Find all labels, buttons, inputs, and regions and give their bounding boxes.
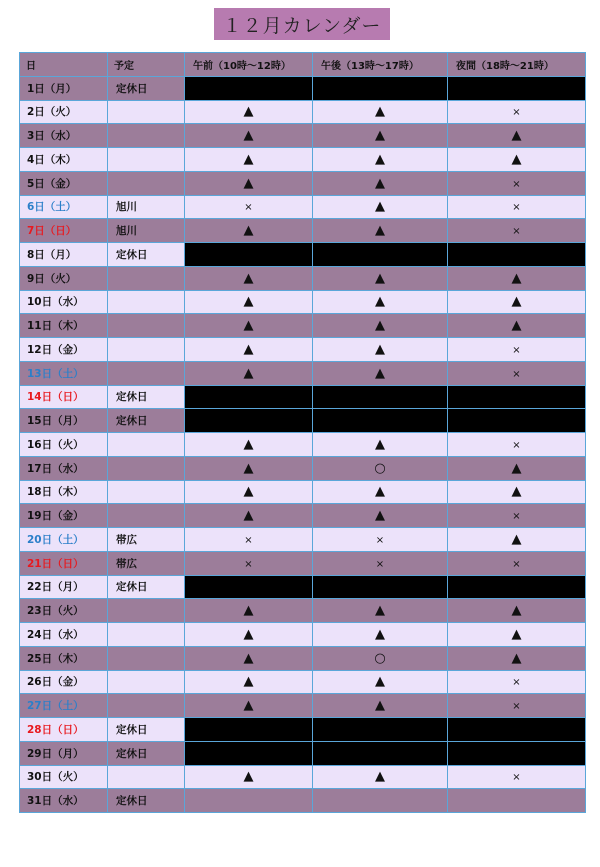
table-row (20, 100, 586, 124)
afternoon-slot (313, 551, 448, 575)
evening-slot (448, 456, 586, 480)
triangle-icon: ▲ (243, 650, 254, 666)
triangle-icon: ▲ (375, 223, 385, 239)
table-row (20, 171, 586, 195)
table-row (20, 504, 586, 528)
afternoon-slot (313, 266, 448, 290)
afternoon-slot (313, 148, 448, 172)
triangle-icon: ▲ (243, 698, 254, 714)
morning-slot (185, 290, 313, 314)
plan-cell (108, 361, 185, 385)
cross-icon: × (244, 202, 253, 214)
evening-slot (448, 148, 586, 172)
day-cell: 24日（水） (20, 623, 108, 647)
table-row (20, 646, 586, 670)
evening-slot (448, 243, 586, 267)
table-row (20, 76, 586, 100)
day-cell: 22日（月） (20, 575, 108, 599)
day-cell: 20日（土） (20, 528, 108, 552)
evening-slot (448, 433, 586, 457)
table-row (20, 266, 586, 290)
triangle-icon: ▲ (375, 365, 385, 381)
evening-slot (448, 171, 586, 195)
morning-slot (185, 623, 313, 647)
triangle-icon: ▲ (375, 199, 385, 215)
day-cell: 13日（土） (20, 361, 108, 385)
evening-slot (448, 290, 586, 314)
day-cell: 17日（水） (20, 456, 108, 480)
triangle-icon: ▲ (511, 270, 522, 286)
afternoon-slot (313, 765, 448, 789)
triangle-icon: ▲ (375, 104, 385, 120)
triangle-icon: ▲ (375, 769, 385, 785)
afternoon-slot (313, 646, 448, 670)
afternoon-slot (313, 504, 448, 528)
table-row (20, 433, 586, 457)
triangle-icon: ▲ (243, 365, 254, 381)
plan-cell (108, 765, 185, 789)
plan-cell (108, 670, 185, 694)
plan-cell (108, 290, 185, 314)
triangle-icon: ▲ (375, 508, 385, 524)
cross-icon: × (512, 772, 521, 784)
table-row (20, 124, 586, 148)
plan-cell: 定休日 (108, 789, 185, 813)
triangle-icon: ▲ (375, 626, 385, 642)
day-cell: 3日（水） (20, 124, 108, 148)
day-cell: 26日（金） (20, 670, 108, 694)
triangle-icon: ▲ (375, 484, 385, 500)
cross-icon: × (512, 202, 521, 214)
afternoon-slot (313, 100, 448, 124)
plan-cell: 定休日 (108, 243, 185, 267)
triangle-icon: ▲ (511, 650, 522, 666)
triangle-icon: ▲ (375, 175, 385, 191)
evening-slot (448, 599, 586, 623)
cross-icon: × (512, 178, 521, 190)
triangle-icon: ▲ (243, 626, 254, 642)
morning-slot (185, 171, 313, 195)
morning-slot (185, 504, 313, 528)
table-row (20, 670, 586, 694)
afternoon-slot (313, 219, 448, 243)
header-plan: 予定 (108, 53, 185, 77)
plan-cell: 定休日 (108, 718, 185, 742)
day-cell: 7日（日） (20, 219, 108, 243)
triangle-icon: ▲ (243, 175, 254, 191)
morning-slot (185, 314, 313, 338)
day-cell: 30日（火） (20, 765, 108, 789)
plan-cell (108, 694, 185, 718)
triangle-icon: ▲ (243, 436, 254, 452)
day-cell: 11日（木） (20, 314, 108, 338)
morning-slot (185, 243, 313, 267)
evening-slot (448, 314, 586, 338)
afternoon-slot (313, 171, 448, 195)
day-cell: 9日（火） (20, 266, 108, 290)
afternoon-slot (313, 741, 448, 765)
table-row (20, 243, 586, 267)
evening-slot (448, 575, 586, 599)
afternoon-slot (313, 290, 448, 314)
plan-cell (108, 171, 185, 195)
plan-cell: 旭川 (108, 219, 185, 243)
triangle-icon: ▲ (243, 223, 254, 239)
day-cell: 2日（火） (20, 100, 108, 124)
morning-slot (185, 599, 313, 623)
cross-icon: × (512, 368, 521, 380)
plan-cell (108, 100, 185, 124)
evening-slot (448, 266, 586, 290)
triangle-icon: ▲ (511, 128, 522, 144)
morning-slot (185, 76, 313, 100)
evening-slot (448, 219, 586, 243)
table-row (20, 765, 586, 789)
day-cell: 16日（火） (20, 433, 108, 457)
cross-icon: × (512, 511, 521, 523)
plan-cell: 定休日 (108, 385, 185, 409)
evening-slot (448, 765, 586, 789)
triangle-icon: ▲ (243, 128, 254, 144)
evening-slot (448, 385, 586, 409)
day-cell: 1日（月） (20, 76, 108, 100)
afternoon-slot (313, 670, 448, 694)
table-row (20, 528, 586, 552)
afternoon-slot (313, 694, 448, 718)
triangle-icon: ▲ (243, 341, 254, 357)
day-cell: 31日（水） (20, 789, 108, 813)
triangle-icon: ▲ (243, 460, 254, 476)
triangle-icon: ▲ (375, 128, 385, 144)
cross-icon: × (512, 344, 521, 356)
afternoon-slot (313, 623, 448, 647)
cross-icon: × (244, 558, 253, 570)
day-cell: 27日（土） (20, 694, 108, 718)
plan-cell: 帯広 (108, 528, 185, 552)
table-row (20, 385, 586, 409)
morning-slot (185, 361, 313, 385)
day-cell: 25日（木） (20, 646, 108, 670)
day-cell: 23日（火） (20, 599, 108, 623)
triangle-icon: ▲ (375, 436, 385, 452)
plan-cell (108, 433, 185, 457)
morning-slot (185, 456, 313, 480)
cross-icon: × (512, 558, 521, 570)
cross-icon: × (512, 226, 521, 238)
triangle-icon: ▲ (511, 460, 522, 476)
triangle-icon: ▲ (243, 151, 254, 167)
afternoon-slot (313, 528, 448, 552)
morning-slot (185, 670, 313, 694)
plan-cell: 定休日 (108, 76, 185, 100)
afternoon-slot (313, 76, 448, 100)
morning-slot (185, 219, 313, 243)
morning-slot (185, 718, 313, 742)
plan-cell: 定休日 (108, 741, 185, 765)
triangle-icon: ▲ (375, 603, 385, 619)
plan-cell (108, 338, 185, 362)
day-cell: 12日（金） (20, 338, 108, 362)
header-row (20, 53, 586, 77)
table-row (20, 219, 586, 243)
plan-cell: 定休日 (108, 575, 185, 599)
morning-slot (185, 124, 313, 148)
morning-slot (185, 575, 313, 599)
morning-slot (185, 741, 313, 765)
triangle-icon: ▲ (375, 270, 385, 286)
day-cell: 6日（土） (20, 195, 108, 219)
morning-slot (185, 195, 313, 219)
plan-cell: 定休日 (108, 409, 185, 433)
afternoon-slot (313, 456, 448, 480)
table-row (20, 741, 586, 765)
plan-cell (108, 623, 185, 647)
plan-cell (108, 266, 185, 290)
table-row (20, 148, 586, 172)
morning-slot (185, 338, 313, 362)
morning-slot (185, 409, 313, 433)
evening-slot (448, 718, 586, 742)
afternoon-slot (313, 433, 448, 457)
cross-icon: × (512, 677, 521, 689)
triangle-icon: ▲ (511, 318, 522, 334)
circle-icon: ○ (374, 650, 386, 666)
header-morning: 午前（10時～12時） (185, 53, 313, 77)
table-row (20, 551, 586, 575)
plan-cell (108, 148, 185, 172)
triangle-icon: ▲ (511, 151, 522, 167)
triangle-icon: ▲ (375, 674, 385, 690)
evening-slot (448, 480, 586, 504)
table-row (20, 456, 586, 480)
evening-slot (448, 528, 586, 552)
afternoon-slot (313, 718, 448, 742)
header-day: 日 (20, 53, 108, 77)
cross-icon: × (375, 534, 385, 546)
evening-slot (448, 338, 586, 362)
triangle-icon: ▲ (243, 318, 254, 334)
plan-cell: 帯広 (108, 551, 185, 575)
triangle-icon: ▲ (243, 104, 254, 120)
morning-slot (185, 528, 313, 552)
afternoon-slot (313, 124, 448, 148)
evening-slot (448, 504, 586, 528)
evening-slot (448, 741, 586, 765)
morning-slot (185, 765, 313, 789)
table-row (20, 623, 586, 647)
plan-cell (108, 646, 185, 670)
afternoon-slot (313, 789, 448, 813)
triangle-icon: ▲ (375, 341, 385, 357)
morning-slot (185, 266, 313, 290)
triangle-icon: ▲ (375, 294, 385, 310)
afternoon-slot (313, 361, 448, 385)
triangle-icon: ▲ (511, 531, 522, 547)
day-cell: 10日（水） (20, 290, 108, 314)
cross-icon: × (512, 701, 521, 713)
day-cell: 28日（日） (20, 718, 108, 742)
afternoon-slot (313, 480, 448, 504)
day-cell: 19日（金） (20, 504, 108, 528)
day-cell: 4日（木） (20, 148, 108, 172)
morning-slot (185, 148, 313, 172)
afternoon-slot (313, 385, 448, 409)
schedule-table (19, 52, 586, 813)
afternoon-slot (313, 314, 448, 338)
evening-slot (448, 409, 586, 433)
morning-slot (185, 694, 313, 718)
evening-slot (448, 100, 586, 124)
triangle-icon: ▲ (375, 318, 385, 334)
afternoon-slot (313, 575, 448, 599)
table-row (20, 480, 586, 504)
morning-slot (185, 646, 313, 670)
table-row (20, 361, 586, 385)
table-row (20, 599, 586, 623)
header-afternoon: 午後（13時～17時） (313, 53, 448, 77)
plan-cell (108, 124, 185, 148)
evening-slot (448, 789, 586, 813)
plan-cell: 旭川 (108, 195, 185, 219)
table-row (20, 694, 586, 718)
header-evening: 夜間（18時～21時） (448, 53, 586, 77)
table-row (20, 409, 586, 433)
triangle-icon: ▲ (243, 294, 254, 310)
morning-slot (185, 385, 313, 409)
day-cell: 14日（日） (20, 385, 108, 409)
plan-cell (108, 456, 185, 480)
table-row (20, 338, 586, 362)
triangle-icon: ▲ (511, 626, 522, 642)
table-row (20, 789, 586, 813)
triangle-icon: ▲ (375, 151, 385, 167)
evening-slot (448, 124, 586, 148)
evening-slot (448, 646, 586, 670)
cross-icon: × (512, 107, 521, 119)
triangle-icon: ▲ (243, 769, 254, 785)
morning-slot (185, 433, 313, 457)
cross-icon: × (375, 558, 385, 570)
morning-slot (185, 480, 313, 504)
day-cell: 21日（日） (20, 551, 108, 575)
triangle-icon: ▲ (511, 294, 522, 310)
table-row (20, 718, 586, 742)
triangle-icon: ▲ (375, 698, 385, 714)
plan-cell (108, 480, 185, 504)
day-cell: 8日（月） (20, 243, 108, 267)
table-row (20, 195, 586, 219)
triangle-icon: ▲ (511, 603, 522, 619)
triangle-icon: ▲ (243, 674, 254, 690)
day-cell: 29日（月） (20, 741, 108, 765)
plan-cell (108, 504, 185, 528)
evening-slot (448, 195, 586, 219)
evening-slot (448, 76, 586, 100)
afternoon-slot (313, 409, 448, 433)
day-cell: 5日（金） (20, 171, 108, 195)
table-row (20, 314, 586, 338)
afternoon-slot (313, 243, 448, 267)
triangle-icon: ▲ (243, 603, 254, 619)
plan-cell (108, 314, 185, 338)
triangle-icon: ▲ (511, 484, 522, 500)
morning-slot (185, 100, 313, 124)
day-cell: 15日（月） (20, 409, 108, 433)
day-cell: 18日（木） (20, 480, 108, 504)
afternoon-slot (313, 195, 448, 219)
circle-icon: ○ (374, 460, 386, 476)
plan-cell (108, 599, 185, 623)
evening-slot (448, 361, 586, 385)
table-row (20, 575, 586, 599)
morning-slot (185, 551, 313, 575)
triangle-icon: ▲ (243, 484, 254, 500)
triangle-icon: ▲ (243, 508, 254, 524)
morning-slot (185, 789, 313, 813)
evening-slot (448, 670, 586, 694)
table-row (20, 290, 586, 314)
evening-slot (448, 694, 586, 718)
evening-slot (448, 551, 586, 575)
calendar-title: １２月カレンダー (214, 8, 390, 40)
afternoon-slot (313, 338, 448, 362)
triangle-icon: ▲ (243, 270, 254, 286)
cross-icon: × (244, 534, 253, 546)
evening-slot (448, 623, 586, 647)
cross-icon: × (512, 439, 521, 451)
afternoon-slot (313, 599, 448, 623)
